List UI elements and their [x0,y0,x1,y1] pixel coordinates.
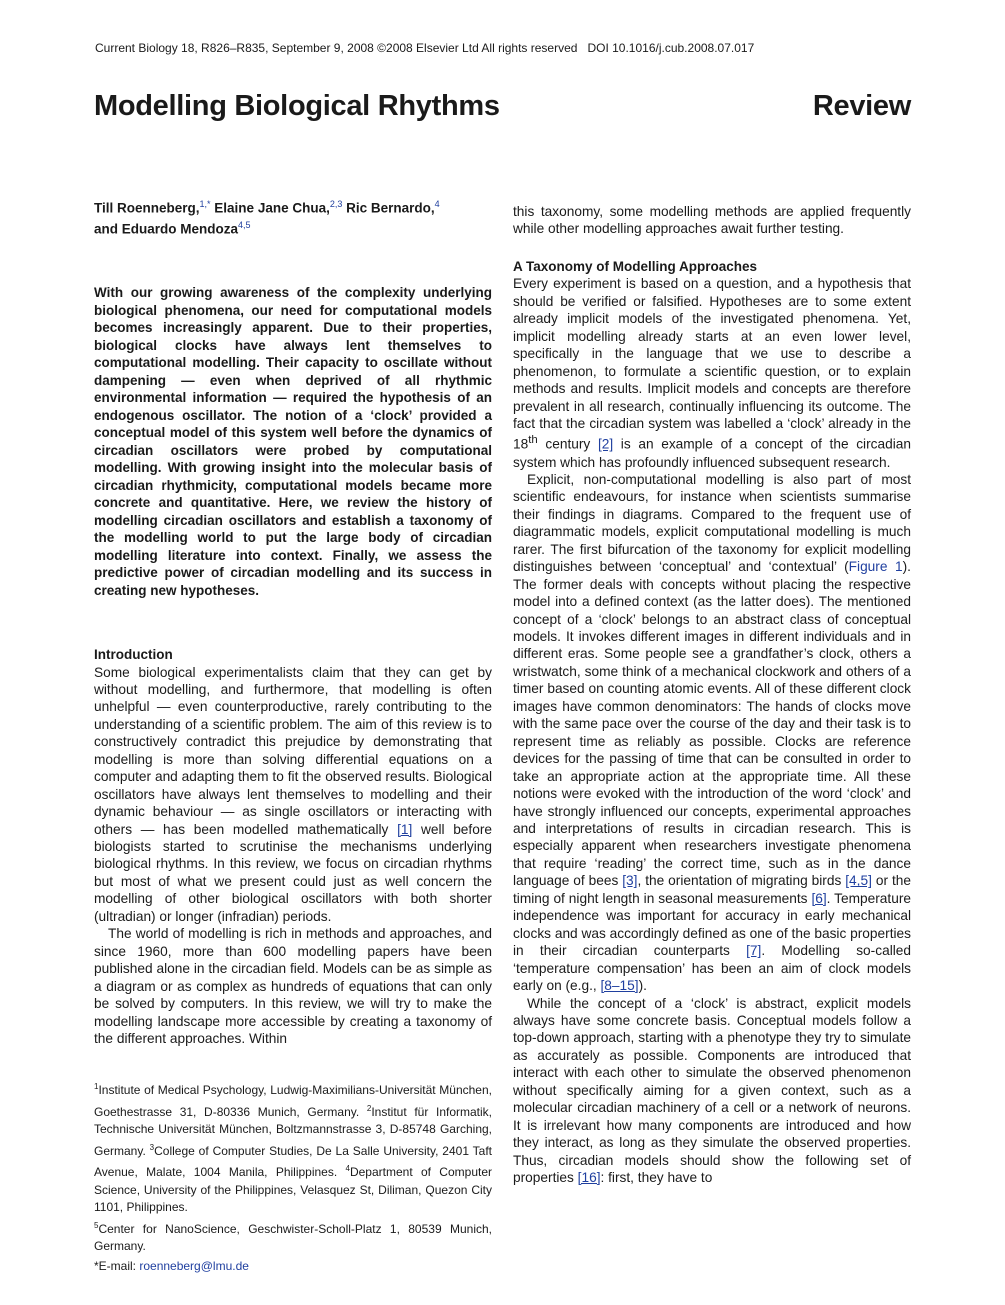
reference-link[interactable]: [3] [622,873,638,889]
reference-link[interactable]: [7] [746,943,762,959]
author-affiliation-mark: 2,3 [329,199,343,209]
taxonomy-paragraph-2: Explicit, non-computational modelling is also part of most scientific endeavours, for instance when scientists summarise their findings in diagrams. Compared to the frequent use of diagrammatic models, explicit computational modelling is much rarer. The first bifurcation of the taxonomy for explicit modelling distinguishes between ‘conceptual’ and ‘contextual’ (Figure 1). The former deals with concepts without placing the respective model into a defined context (as the latter does). The mentioned concept of a ‘clock’ belongs to an abstract class of conceptual models. It invokes different images in different individuals and in different eras. Some people see a grandfather’s clock, others a wristwatch, some think of a mechanical clockwork and others of a timer based on counting atomic events. All of these different clock images have common denominators: The hands of clocks move with the same pace over the course of the day and their task is to represent time as reliably as possible. Clocks are reference devices for the passing of time that can be consulted in order to take an appropriate action at the appropriate time. All these notions were evoked with the introduction of the word ‘clock’ and have strongly influenced our concepts, experimental approaches and interpretations of results in circadian research. This is especially apparent when researchers investigate phenomena that require ‘reading’ the correct time, such as in the dance language of bees [3], the orientation of migrating birds [4,5] or the timing of night length in seasonal measurements [6]. Temperature independence was important for accuracy in early mechanical clocks and was accordingly defined as one of the basic properties in their circadian counterparts [7]. Modelling so-called ‘temperature compensation’ has been an aim of clock models early on (e.g., [8–15]). [513,471,911,994]
author-list [94,196,492,238]
author-name: Till Roenneberg, [94,200,200,216]
affiliation-mark: 5 [94,1220,99,1230]
author-affiliation-mark: 4 [434,199,440,209]
figure-link[interactable]: Figure 1 [848,559,903,575]
author-name: Elaine Jane Chua, [214,200,330,216]
article-title: Modelling Biological Rhythms [94,90,500,122]
abstract: With our growing awareness of the complexity underlying biological phenomena, our need for computational models becomes increasingly apparent. Due to their properties, biological clocks have always lent themselves to computational modelling. Their capacity to oscillate without dampening — even when deprived of all rhythmic environmental information — required the hypothesis of an endogenous oscillator. The notion of a ‘clock’ provided a conceptual model of this system well before the dynamics of circadian oscillators were probed by computational modelling. With growing insight into the molecular basis of circadian rhythmicity, computational models became more concrete and quantitative. Here, we review the history of modelling circadian oscillators and establish a taxonomy of the modelling world to put the large body of circadian modelling literature into context. Finally, we assess the predictive power of circadian modelling and its success in creating new hypotheses. [94,285,492,598]
reference-link[interactable]: [8–15] [600,978,639,994]
citation-line: Current Biology 18, R826–R835, September 9, 2008 ©2008 Elsevier Ltd All rights reserved [95,41,578,55]
introduction-heading: Introduction [94,647,173,662]
affiliation-mark: 3 [149,1142,155,1152]
right-column [513,203,911,1187]
affiliations [94,1078,492,1256]
affiliation-mark: 4 [345,1164,350,1174]
journal-header [95,41,754,55]
author-name: Ric Bernardo, [346,200,435,216]
taxonomy-paragraph-1: Every experiment is based on a question, and a hypothesis that should be verified or falsified. Hypotheses are to some extent already implicit models of the investigated phenomena. Yet, implicit modelling already starts at an even lower level, specifically in the language that we use to describe a phenomenon, to formulate a scientific question, or to explain methods and results. Implicit models and concepts are therefore prevalent in all research, continually influencing its outcome. The fact that the circadian system was labelled a ‘clock’ already in the 18th century [2] is an example of a concept of the circadian system which has profoundly influenced subsequent research. [513,276,911,470]
reference-link[interactable]: [16] [577,1170,601,1186]
affiliation-text: College of Computer Studies, De La Salle University, 2401 Taft Avenue, Malate, 1004 Manila, Philippines. [94,1143,492,1180]
section-type-label: Review [812,90,911,122]
corresponding-email [94,1258,492,1276]
reference-link[interactable]: [1] [397,821,413,837]
reference-link[interactable]: [2] [597,437,614,453]
affiliation-text: Center for NanoScience, Geschwister-Scholl-Platz 1, 80539 Munich, Germany. [94,1221,492,1254]
affiliation-text: Institut für Informatik, Technische Universität München, Boltzmannstrasse 3, D-85748 Garching, Germany. [94,1104,492,1158]
reference-link[interactable]: [4,5] [845,873,872,889]
affiliation-mark: 1 [94,1082,99,1092]
doi-line: DOI 10.1016/j.cub.2008.07.017 [587,41,755,55]
affiliation-mark: 2 [366,1103,372,1113]
email-link[interactable]: roenneberg@lmu.de [139,1258,249,1273]
introduction-paragraph-1: Some biological experimentalists claim that they can get by without modelling, and furthermore, that modelling is often unhelpful — even counterproductive, rarely contributing to the understanding of a scientific problem. The aim of this review is to constructively contradict this prejudice by demonstrating that modelling is more than solving differential equations on a computer and adapting them to fit the observed results. Biological oscillators have always lent themselves to modelling and their dynamic behaviour — as single oscillators or interacting with others — has been modelled mathematically [1] well before biologists started to scrutinise the mechanisms underlying biological rhythms. In this review, we focus on circadian rhythms but most of what we present could just as well concern the modelling of other biological oscillators with both shorter (ultradian) or longer (infradian) periods. [94,664,492,924]
email-label: *E-mail: [94,1258,140,1273]
taxonomy-paragraph-3: While the concept of a ‘clock’ is abstract, explicit models always have some concrete basis. Conceptual models follow a top-down approach, starting with a phenotype they try to simulate as accurately as possible. Components are introduced that interact with each other to simulate the observed phenomenon without specifically aiming for a given context, such as a molecular circadian machinery of a cell or a network of neurons. It is irrelevant how many components are introduced and how they interact, as long as they simulate the observed properties. Thus, circadian models should show the following set of properties [16]: first, they have to [513,995,911,1186]
continuation-paragraph: this taxonomy, some modelling methods are applied frequently while other modelling approaches await further testing. [513,204,911,237]
author-name: and Eduardo Mendoza [94,221,239,237]
author-affiliation-mark: 4,5 [238,220,251,230]
affiliation-text: Department of Computer Science, University of the Philippines, Velasquez St, Diliman, Quezon City 1101, Philippines. [94,1165,492,1215]
taxonomy-heading: A Taxonomy of Modelling Approaches [513,258,758,274]
affiliation-text: Institute of Medical Psychology, Ludwig-Maximilians-Universität München, Goethestrasse 31, D-80336 Munich, Germany. [94,1083,492,1119]
author-affiliation-mark: 1,* [199,199,211,209]
introduction-paragraph-2: The world of modelling is rich in methods and approaches, and since 1960, more than 600 modelling papers have been published alone in the circadian field. Models can be as simple as a diagram or as complex as hundreds of equations that can only be solved by computers. In this review, we will try to make the modelling landscape more accessible by creating a taxonomy of the different approaches. Within [94,926,492,1047]
reference-link[interactable]: [6] [811,890,827,906]
left-column [94,196,492,1275]
